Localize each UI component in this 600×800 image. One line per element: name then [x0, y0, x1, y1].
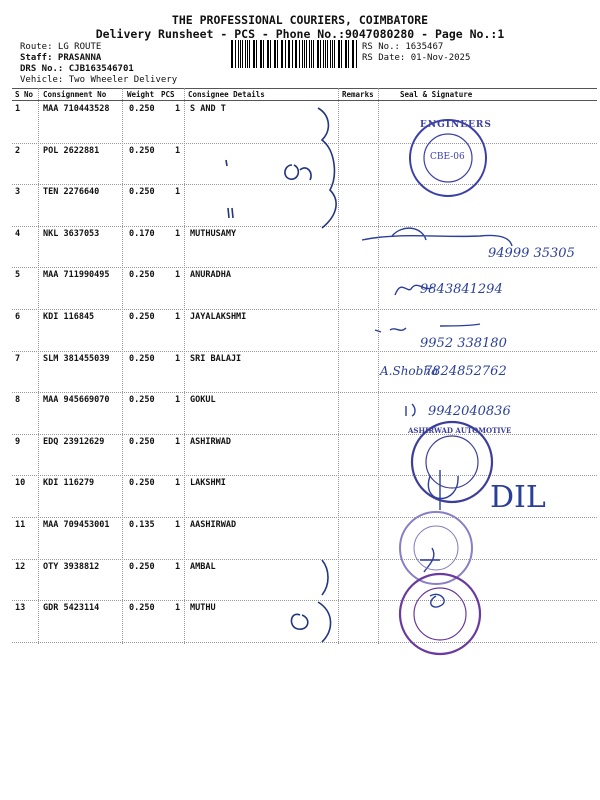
barcode-bar: [296, 40, 297, 68]
handwritten-phone: 9952 338180: [420, 336, 507, 351]
row-sno: 2: [15, 145, 21, 156]
row-consignee: SRI BALAJI: [190, 353, 242, 364]
company-title: THE PROFESSIONAL COURIERS, COIMBATORE: [171, 13, 429, 27]
row-pcs: 1: [175, 104, 181, 114]
runsheet-subtitle: Delivery Runsheet - PCS - Phone No.:9047080280 - Page No.:1: [95, 27, 505, 41]
row-consignee: MUTHUSAMY: [190, 228, 237, 239]
barcode-bar: [285, 40, 286, 68]
row-pcs: 1: [175, 270, 181, 281]
row-sno: 12: [15, 561, 26, 572]
col-divider: [38, 88, 39, 644]
vehicle-label: Vehicle: Two Wheeler Delivery: [20, 75, 178, 85]
row-pcs: 1: [175, 395, 181, 406]
staff-label: Staff: PRASANNA: [20, 53, 102, 63]
drs-number: DRS No.: CJB163546701: [20, 64, 134, 74]
row-consignment: MAA 710443528: [43, 104, 110, 114]
row-divider: [12, 475, 597, 476]
row-weight: 0.250: [129, 312, 155, 322]
row-consignee: LAKSHMI: [190, 478, 226, 489]
row-pcs: 1: [175, 561, 181, 572]
row-pcs: 1: [175, 603, 181, 614]
row-weight: 0.250: [129, 104, 155, 114]
route-label: Route: LG ROUTE: [20, 42, 102, 52]
row-sno: 7: [15, 353, 21, 364]
rs-number: RS No.: 1635467: [362, 42, 444, 52]
row-consignment: MAA 709453001: [43, 520, 110, 530]
row-weight: 0.170: [129, 228, 155, 239]
handwritten-phone: 7824852762: [424, 364, 507, 379]
row-pcs: 1: [175, 436, 181, 447]
row-sno: 1: [15, 104, 21, 114]
row-divider: [12, 517, 597, 518]
row-weight: 0.250: [129, 187, 155, 198]
row-divider: [12, 642, 597, 643]
col-consignment: Consignment No: [43, 90, 107, 99]
brace-mark: [318, 108, 336, 228]
row-sno: 5: [15, 270, 21, 281]
row-consignee: ASHIRWAD: [190, 436, 231, 447]
col-sno: S No: [15, 90, 34, 99]
row-divider: [12, 600, 597, 601]
stamp-text: CBE-06: [430, 152, 465, 162]
barcode-bar: [330, 40, 331, 68]
row-consignee: AMBAL: [190, 561, 216, 572]
handwritten-name: A.Shobha: [380, 364, 439, 378]
row-sno: 9: [15, 436, 21, 447]
col-divider: [378, 88, 379, 644]
row-weight: 0.250: [129, 603, 155, 614]
signature-stroke: [406, 404, 415, 416]
barcode-bar: [313, 40, 314, 68]
row-pcs: 1: [175, 353, 181, 364]
tick-mark: [228, 208, 233, 218]
barcode-bar: [267, 40, 268, 68]
row-consignment: EDQ 23912629: [43, 436, 105, 447]
row-pcs: 1: [175, 145, 181, 156]
row-consignment: SLM 381455039: [43, 353, 110, 364]
rs-date: RS Date: 01-Nov-2025: [362, 53, 471, 63]
row-divider: [12, 559, 597, 560]
row-weight: 0.135: [129, 520, 155, 530]
handwritten-phone: 9843841294: [420, 282, 503, 297]
row-consignment: POL 2622881: [43, 145, 100, 156]
row-divider: [12, 143, 597, 144]
row-divider: [12, 351, 597, 352]
row-weight: 0.250: [129, 561, 155, 572]
signature-stroke: [420, 548, 440, 572]
col-divider: [122, 88, 123, 644]
header-bottom-rule: [12, 100, 597, 101]
signature-stroke: [375, 324, 480, 332]
col-weight: Weight: [127, 90, 155, 99]
stamp-text: ENGINEERS: [420, 120, 492, 130]
col-pcs: PCS: [161, 90, 175, 99]
row-divider: [12, 226, 597, 227]
row-sno: 4: [15, 228, 21, 239]
row-consignment: KDI 116279: [43, 478, 95, 489]
table-top-rule: [12, 88, 597, 89]
row-sno: 11: [15, 520, 26, 530]
row-weight: 0.250: [129, 353, 155, 364]
barcode-bar: [348, 40, 349, 68]
row-consignment: KDI 116845: [43, 312, 95, 322]
row-pcs: 1: [175, 312, 181, 322]
row-consignment: NKL 3637053: [43, 228, 100, 239]
col-divider: [338, 88, 339, 644]
row-consignment: OTY 3938812: [43, 561, 100, 572]
barcode-bar: [238, 40, 239, 68]
row-weight: 0.250: [129, 436, 155, 447]
row-pcs: 1: [175, 228, 181, 239]
handwritten-phone: 9942040836: [428, 404, 511, 419]
row-pcs: 1: [175, 478, 181, 489]
row-consignee: AASHIRWAD: [190, 520, 237, 530]
row-divider: [12, 184, 597, 185]
row-consignee: ANURADHA: [190, 270, 231, 281]
barcode-bar: [249, 40, 250, 68]
row-weight: 0.250: [129, 270, 155, 281]
row-consignee: GOKUL: [190, 395, 216, 406]
row-divider: [12, 309, 597, 310]
row-consignment: TEN 2276640: [43, 187, 100, 198]
row-sno: 10: [15, 478, 26, 489]
stamp-text: ASHIRWAD AUTOMOTIVE: [408, 426, 512, 435]
col-seal: Seal & Signature: [400, 90, 473, 99]
row-weight: 0.250: [129, 395, 155, 406]
scribble-mark: [285, 165, 311, 180]
row-divider: [12, 392, 597, 393]
row-consignment: MAA 711990495: [43, 270, 110, 281]
row-sno: 3: [15, 187, 21, 198]
row-consignment: MAA 945669070: [43, 395, 110, 406]
row-consignee: JAYALAKSHMI: [190, 312, 247, 322]
row-consignment: GDR 5423114: [43, 603, 100, 614]
row-divider: [12, 267, 597, 268]
row-weight: 0.250: [129, 478, 155, 489]
company-stamp: [400, 512, 472, 584]
row-consignee: MUTHU: [190, 603, 216, 614]
col-remarks: Remarks: [342, 90, 374, 99]
signature-stroke: [362, 228, 512, 246]
row-pcs: 1: [175, 520, 181, 530]
tick-mark: [226, 160, 227, 166]
col-consignee: Consignee Details: [188, 90, 265, 99]
row-weight: 0.250: [129, 145, 155, 156]
row-sno: 6: [15, 312, 21, 322]
barcode: [231, 40, 359, 68]
handwritten-phone: 94999 35305: [488, 246, 575, 261]
row-consignee: S AND T: [190, 104, 226, 114]
row-pcs: 1: [175, 187, 181, 198]
col-divider: [184, 88, 185, 644]
row-sno: 8: [15, 395, 21, 406]
handwritten-initials: DIL: [490, 480, 546, 515]
row-sno: 13: [15, 603, 26, 614]
